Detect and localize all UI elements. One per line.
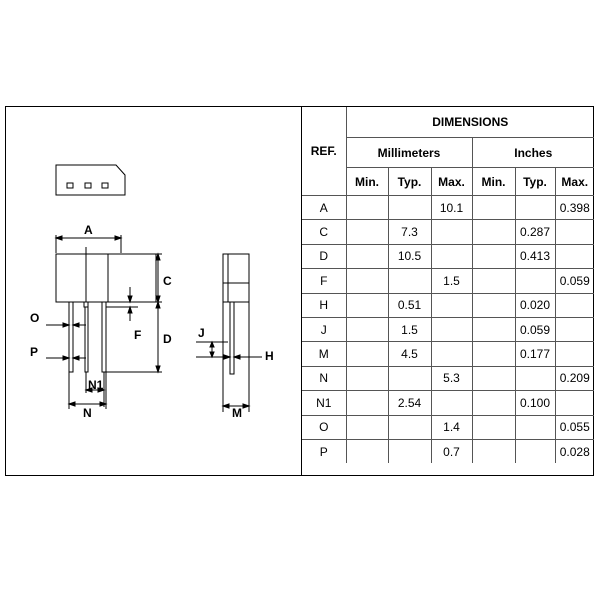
cell-mm-max: 1.4 xyxy=(431,415,472,439)
cell-mm-min xyxy=(346,317,388,341)
label-f: F xyxy=(134,328,142,342)
cell-in-min xyxy=(472,220,515,244)
cell-in-typ: 0.287 xyxy=(515,220,555,244)
cell-mm-max xyxy=(431,220,472,244)
cell-in-min xyxy=(472,439,515,463)
table-row xyxy=(302,196,594,220)
table-row xyxy=(302,244,594,268)
label-m: M xyxy=(232,406,242,420)
cell-in-max xyxy=(555,391,594,415)
cell-in-typ xyxy=(515,439,555,463)
dimensions-table xyxy=(302,107,594,463)
cell-in-min xyxy=(472,269,515,293)
header-dimensions: DIMENSIONS xyxy=(346,107,594,138)
cell-mm-min xyxy=(346,269,388,293)
cell-in-typ xyxy=(515,269,555,293)
cell-mm-max xyxy=(431,317,472,341)
cell-mm-max: 10.1 xyxy=(431,196,472,220)
cell-in-max xyxy=(555,317,594,341)
cell-mm-typ xyxy=(388,439,431,463)
label-a: A xyxy=(84,223,93,237)
cell-in-min xyxy=(472,244,515,268)
cell-mm-min xyxy=(346,366,388,390)
cell-mm-max xyxy=(431,244,472,268)
cell-in-max xyxy=(555,220,594,244)
label-h: H xyxy=(265,349,274,363)
cell-mm-typ xyxy=(388,269,431,293)
row-ref: D xyxy=(302,244,346,268)
cell-in-min xyxy=(472,317,515,341)
top-view xyxy=(56,165,125,195)
cell-mm-min xyxy=(346,220,388,244)
row-ref: H xyxy=(302,293,346,317)
label-p: P xyxy=(30,345,39,359)
cell-in-max xyxy=(555,244,594,268)
label-n1: N1 xyxy=(88,378,104,392)
cell-in-typ: 0.100 xyxy=(515,391,555,415)
cell-mm-typ: 2.54 xyxy=(388,391,431,415)
cell-in-max: 0.028 xyxy=(555,439,594,463)
row-ref: A xyxy=(302,196,346,220)
cell-in-min xyxy=(472,366,515,390)
col-min-mm: Min. xyxy=(346,168,388,196)
datasheet-frame xyxy=(5,106,594,476)
cell-in-max: 0.398 xyxy=(555,196,594,220)
table-row xyxy=(302,220,594,244)
cell-mm-min xyxy=(346,342,388,366)
header-inches: Inches xyxy=(472,138,594,168)
front-view xyxy=(46,235,162,409)
cell-mm-typ: 0.51 xyxy=(388,293,431,317)
package-drawing-panel xyxy=(6,107,302,475)
cell-mm-typ xyxy=(388,366,431,390)
label-d: D xyxy=(163,332,172,346)
cell-in-max xyxy=(555,342,594,366)
cell-in-max: 0.209 xyxy=(555,366,594,390)
cell-in-min xyxy=(472,342,515,366)
cell-mm-min xyxy=(346,415,388,439)
table-row xyxy=(302,293,594,317)
cell-in-typ: 0.059 xyxy=(515,317,555,341)
row-ref: M xyxy=(302,342,346,366)
row-ref: C xyxy=(302,220,346,244)
col-max-mm: Max. xyxy=(431,168,472,196)
cell-in-typ xyxy=(515,196,555,220)
cell-in-max: 0.059 xyxy=(555,269,594,293)
col-min-in: Min. xyxy=(472,168,515,196)
header-millimeters: Millimeters xyxy=(346,138,472,168)
header-ref: REF. xyxy=(302,107,346,196)
row-ref: N1 xyxy=(302,391,346,415)
cell-mm-min xyxy=(346,293,388,317)
cell-mm-typ xyxy=(388,415,431,439)
cell-in-min xyxy=(472,391,515,415)
cell-in-typ: 0.413 xyxy=(515,244,555,268)
table-row xyxy=(302,439,594,463)
cell-mm-typ: 10.5 xyxy=(388,244,431,268)
cell-mm-max: 1.5 xyxy=(431,269,472,293)
cell-in-typ: 0.177 xyxy=(515,342,555,366)
cell-mm-typ xyxy=(388,196,431,220)
cell-in-max: 0.055 xyxy=(555,415,594,439)
cell-in-max xyxy=(555,293,594,317)
label-n: N xyxy=(83,406,92,420)
table-row xyxy=(302,415,594,439)
row-ref: O xyxy=(302,415,346,439)
cell-mm-max xyxy=(431,391,472,415)
cell-in-min xyxy=(472,415,515,439)
table-row xyxy=(302,391,594,415)
package-drawing xyxy=(6,107,301,475)
row-ref: F xyxy=(302,269,346,293)
cell-mm-max: 0.7 xyxy=(431,439,472,463)
cell-mm-max: 5.3 xyxy=(431,366,472,390)
label-j: J xyxy=(198,326,205,340)
row-ref: J xyxy=(302,317,346,341)
label-c: C xyxy=(163,274,172,288)
cell-mm-typ: 1.5 xyxy=(388,317,431,341)
col-max-in: Max. xyxy=(555,168,594,196)
table-row xyxy=(302,269,594,293)
cell-mm-min xyxy=(346,196,388,220)
cell-mm-typ: 7.3 xyxy=(388,220,431,244)
table-row xyxy=(302,342,594,366)
table-row xyxy=(302,366,594,390)
cell-mm-min xyxy=(346,391,388,415)
side-view xyxy=(196,254,262,412)
label-o: O xyxy=(30,311,40,325)
col-typ-in: Typ. xyxy=(515,168,555,196)
cell-in-typ: 0.020 xyxy=(515,293,555,317)
cell-mm-min xyxy=(346,439,388,463)
cell-mm-min xyxy=(346,244,388,268)
cell-mm-typ: 4.5 xyxy=(388,342,431,366)
cell-in-min xyxy=(472,293,515,317)
row-ref: P xyxy=(302,439,346,463)
table-row xyxy=(302,317,594,341)
cell-mm-max xyxy=(431,342,472,366)
row-ref: N xyxy=(302,366,346,390)
cell-in-min xyxy=(472,196,515,220)
col-typ-mm: Typ. xyxy=(388,168,431,196)
cell-in-typ xyxy=(515,366,555,390)
cell-mm-max xyxy=(431,293,472,317)
cell-in-typ xyxy=(515,415,555,439)
